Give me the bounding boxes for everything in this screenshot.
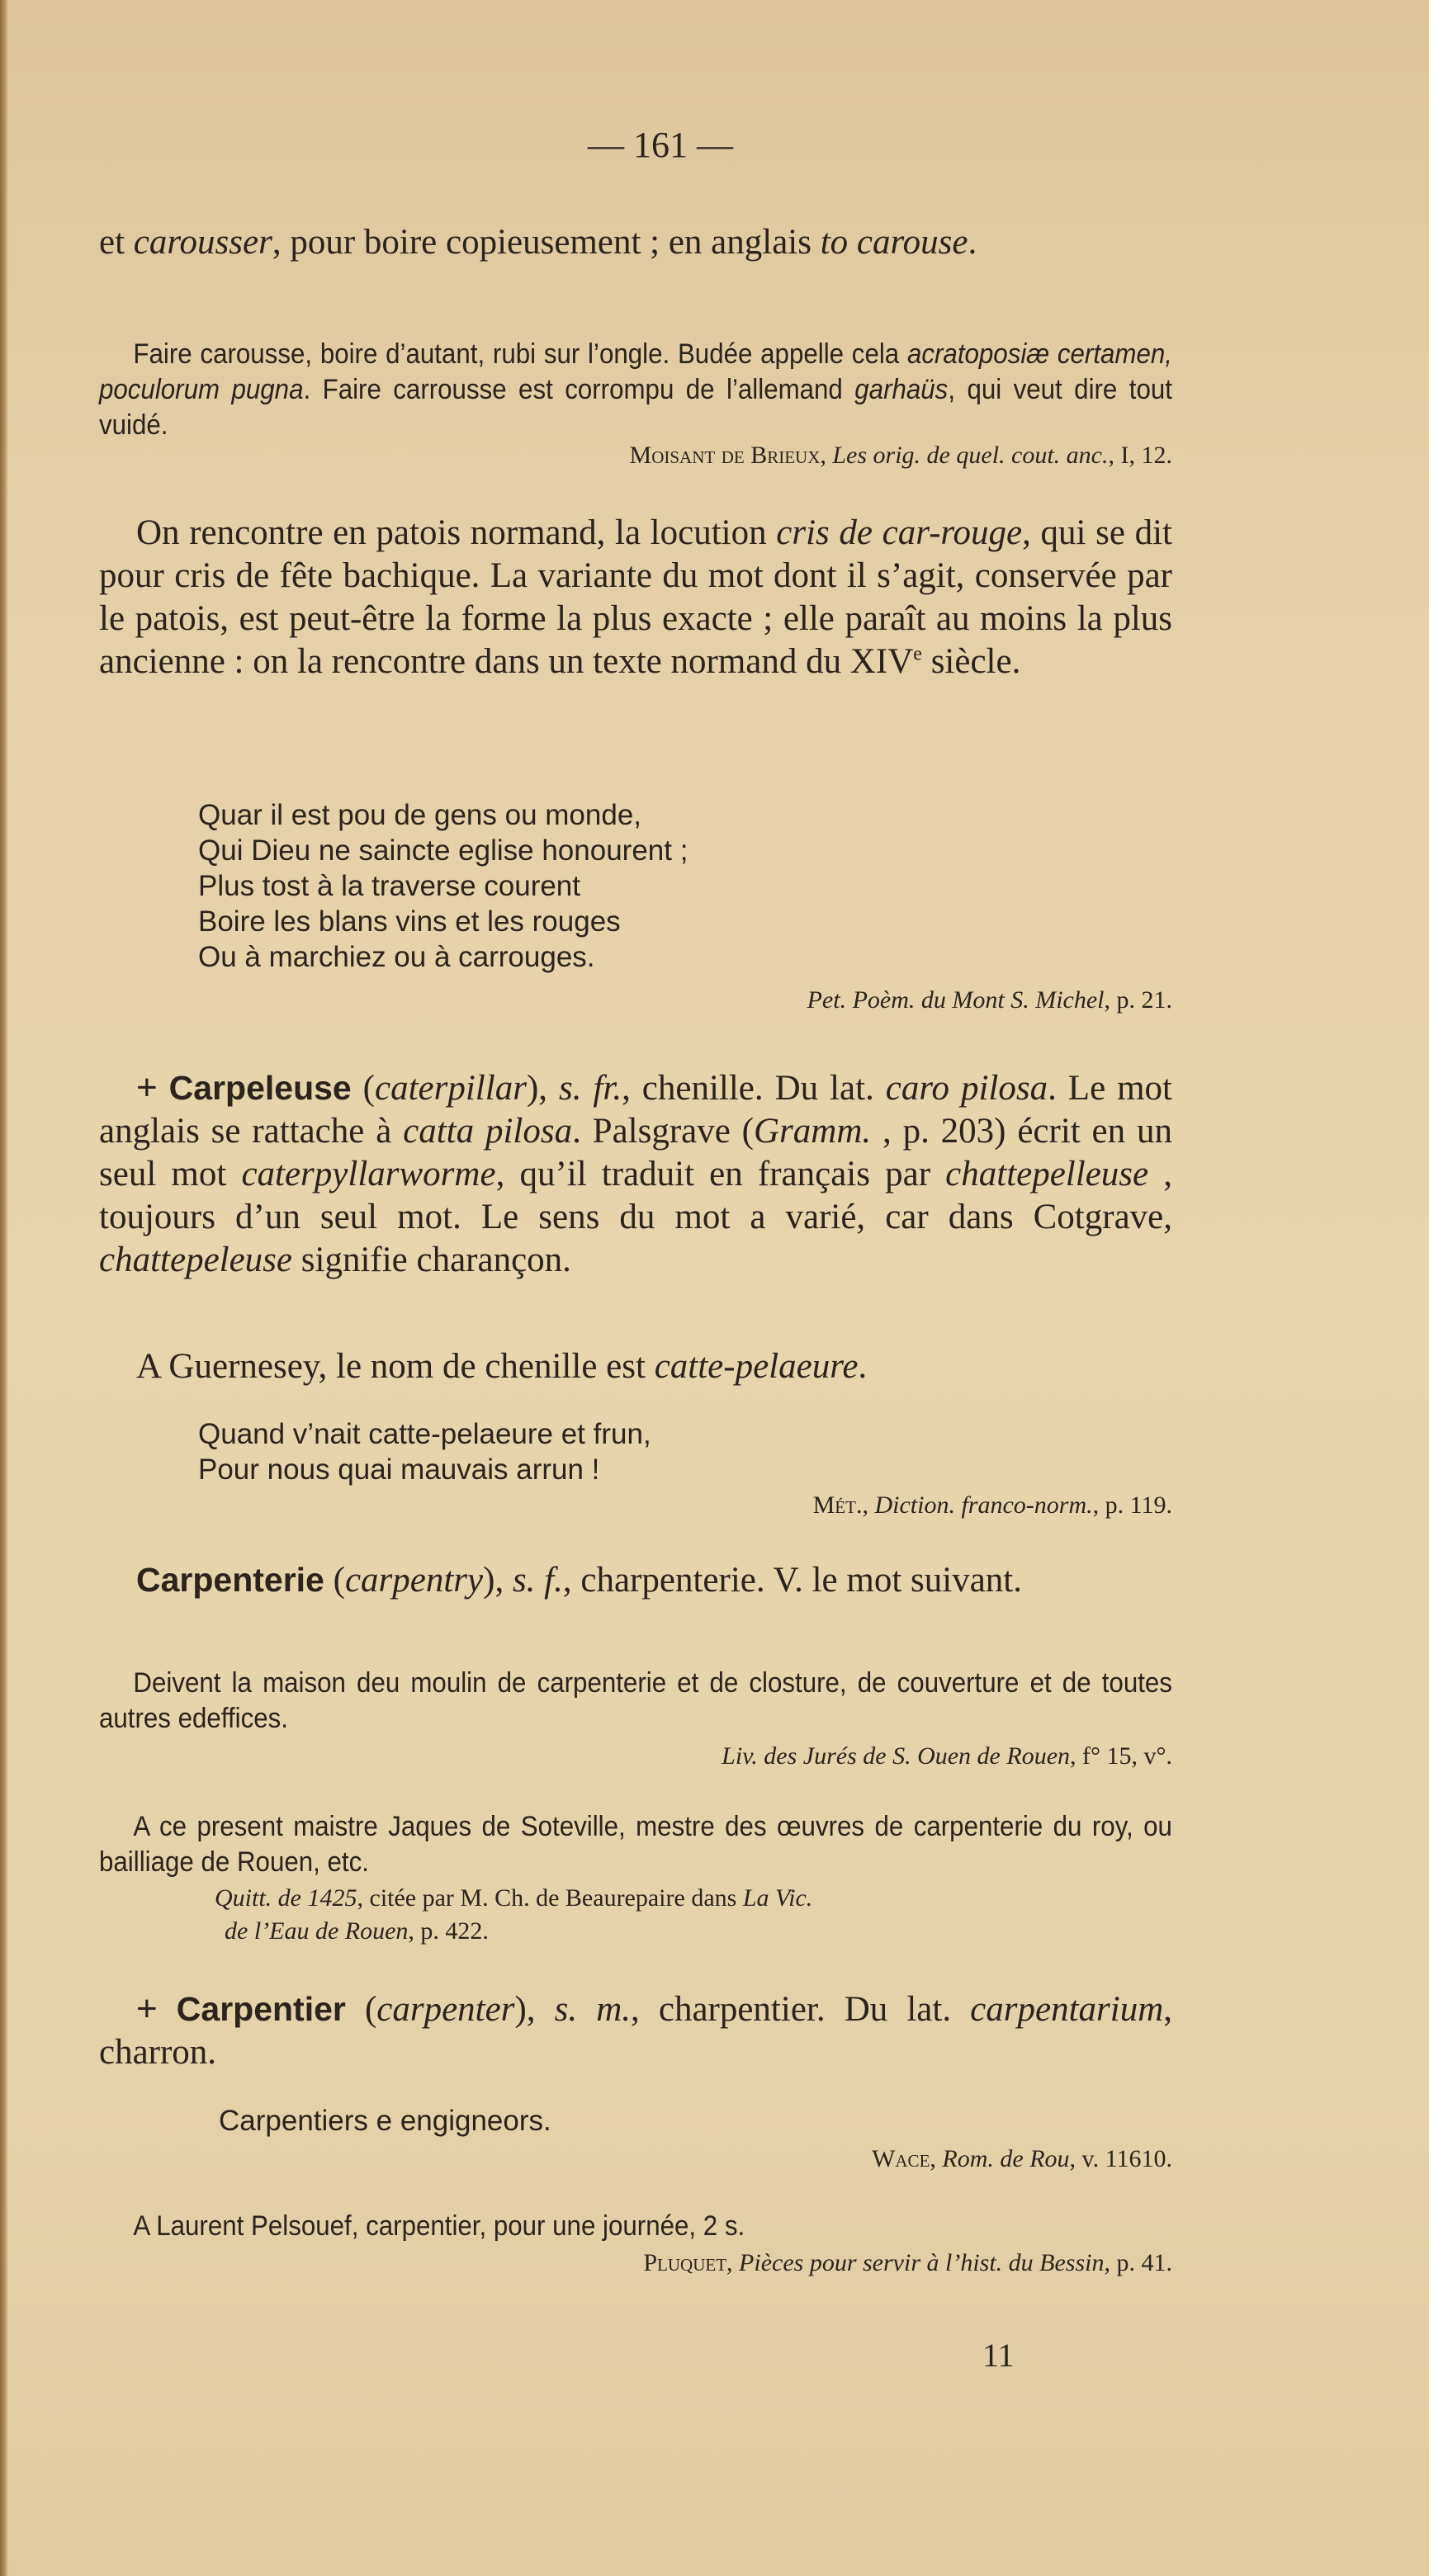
quote-soteville: A ce present maistre Jaques de Soteville, mestre des œuvres de carpenterie du roy, ou bailliage de Rouen, etc. [99,1811,1172,1878]
cross-mark-icon: + [136,1067,158,1108]
verse-line: Boire les blans vins et les rouges [198,905,621,938]
cross-mark-icon: + [136,1988,158,2029]
verse-line: Quand v’nait catte-pelaeure et frun, [198,1418,651,1450]
verse-line: Carpentiers e engigneors. [219,2105,551,2137]
quote-deivent: Deivent la maison deu moulin de carpenterie et de closture, de couverture et de toutes autres edeffices. [99,1667,1172,1734]
entry-carpeleuse: + Carpeleuse (caterpillar), s. fr., chenille. Du lat. caro pilosa. Le mot anglais se rattache à catta pilosa. Palsgrave (Gramm. , p. 203) écrit en un seul mot caterpyllarworme, qu’il traduit en français par chattepelleuse , toujours d’un seul mot. Le sens du mot a varié, car dans Cotgrave, chattepeleuse signifie charançon. [99,1067,1172,1279]
verse-mont-saint-michel [99,797,1172,975]
citation-wace: Wace, Rom. de Rou, v. 11610. [872,2145,1172,2172]
verse-line: Plus tost à la traverse courent [198,870,580,902]
verse-line: Qui Dieu ne saincte eglise honourent ; [198,834,688,867]
headword: Carpeleuse [168,1069,352,1107]
quote-pelsouef: A Laurent Pelsouef, carpentier, pour une journée, 2 s. [133,2210,745,2242]
entry-carpenterie: Carpenterie (carpentry), s. f., charpenterie. V. le mot suivant. [136,1561,1022,1600]
citation-met: Mét., Diction. franco-norm., p. 119. [812,1491,1172,1519]
headword: Carpenterie [136,1561,324,1599]
entry-carpentier: + Carpentier (carpenter), s. m., charpentier. Du lat. carpentarium, charron. [99,1988,1173,2072]
verse-guernesey [99,1416,1172,1487]
headword: Carpentier [176,1990,346,2028]
page-binding-edge [0,0,8,2576]
signature-mark: 11 [982,2337,1015,2374]
citation-quitt: Quitt. de 1425, citée par M. Ch. de Beaurepaire dans La Vic. de l’Eau de Rouen, p. 422. [215,1884,813,1945]
page-number: — 161 — [588,125,733,165]
verse-wace [99,2103,1172,2139]
quote-carousse: Faire carousse, boire d’autant, rubi sur l’ongle. Budée appelle cela acratoposiæ certamen, poculorum pugna. Faire carrousse est corrompu de l’allemand garhaüs, qui veut dire tout vuidé. [99,338,1172,441]
citation-pet-poem: Pet. Poèm. du Mont S. Michel, p. 21. [807,986,1172,1014]
verse-line: Ou à marchiez ou à carrouges. [198,941,595,973]
paragraph-guernesey: A Guernesey, le nom de chenille est catte-pelaeure. [136,1347,868,1386]
citation-liv-des-jures: Liv. des Jurés de S. Ouen de Rouen, f° 15, v°. [722,1742,1172,1770]
citation-pluquet: Pluquet, Pièces pour servir à l’hist. du Bessin, p. 41. [643,2249,1172,2276]
verse-line: Quar il est pou de gens ou monde, [198,799,642,831]
paragraph-cris-de-carrouge: On rencontre en patois normand, la locution cris de car-rouge, qui se dit pour cris de fête bachique. La variante du mot dont il s’agit, conservée par le patois, est peut-être la forme la plus exacte ; elle paraît au moins la plus ancienne : on la rencontre dans un texte normand du XIVe siècle. [99,513,1172,681]
verse-line: Pour nous quai mauvais arrun ! [198,1453,600,1486]
paragraph-carousser: et carousser, pour boire copieusement ; en anglais to carouse. [99,223,977,262]
citation-moisant: Moisant de Brieux, Les orig. de quel. cout. anc., I, 12. [629,442,1172,469]
